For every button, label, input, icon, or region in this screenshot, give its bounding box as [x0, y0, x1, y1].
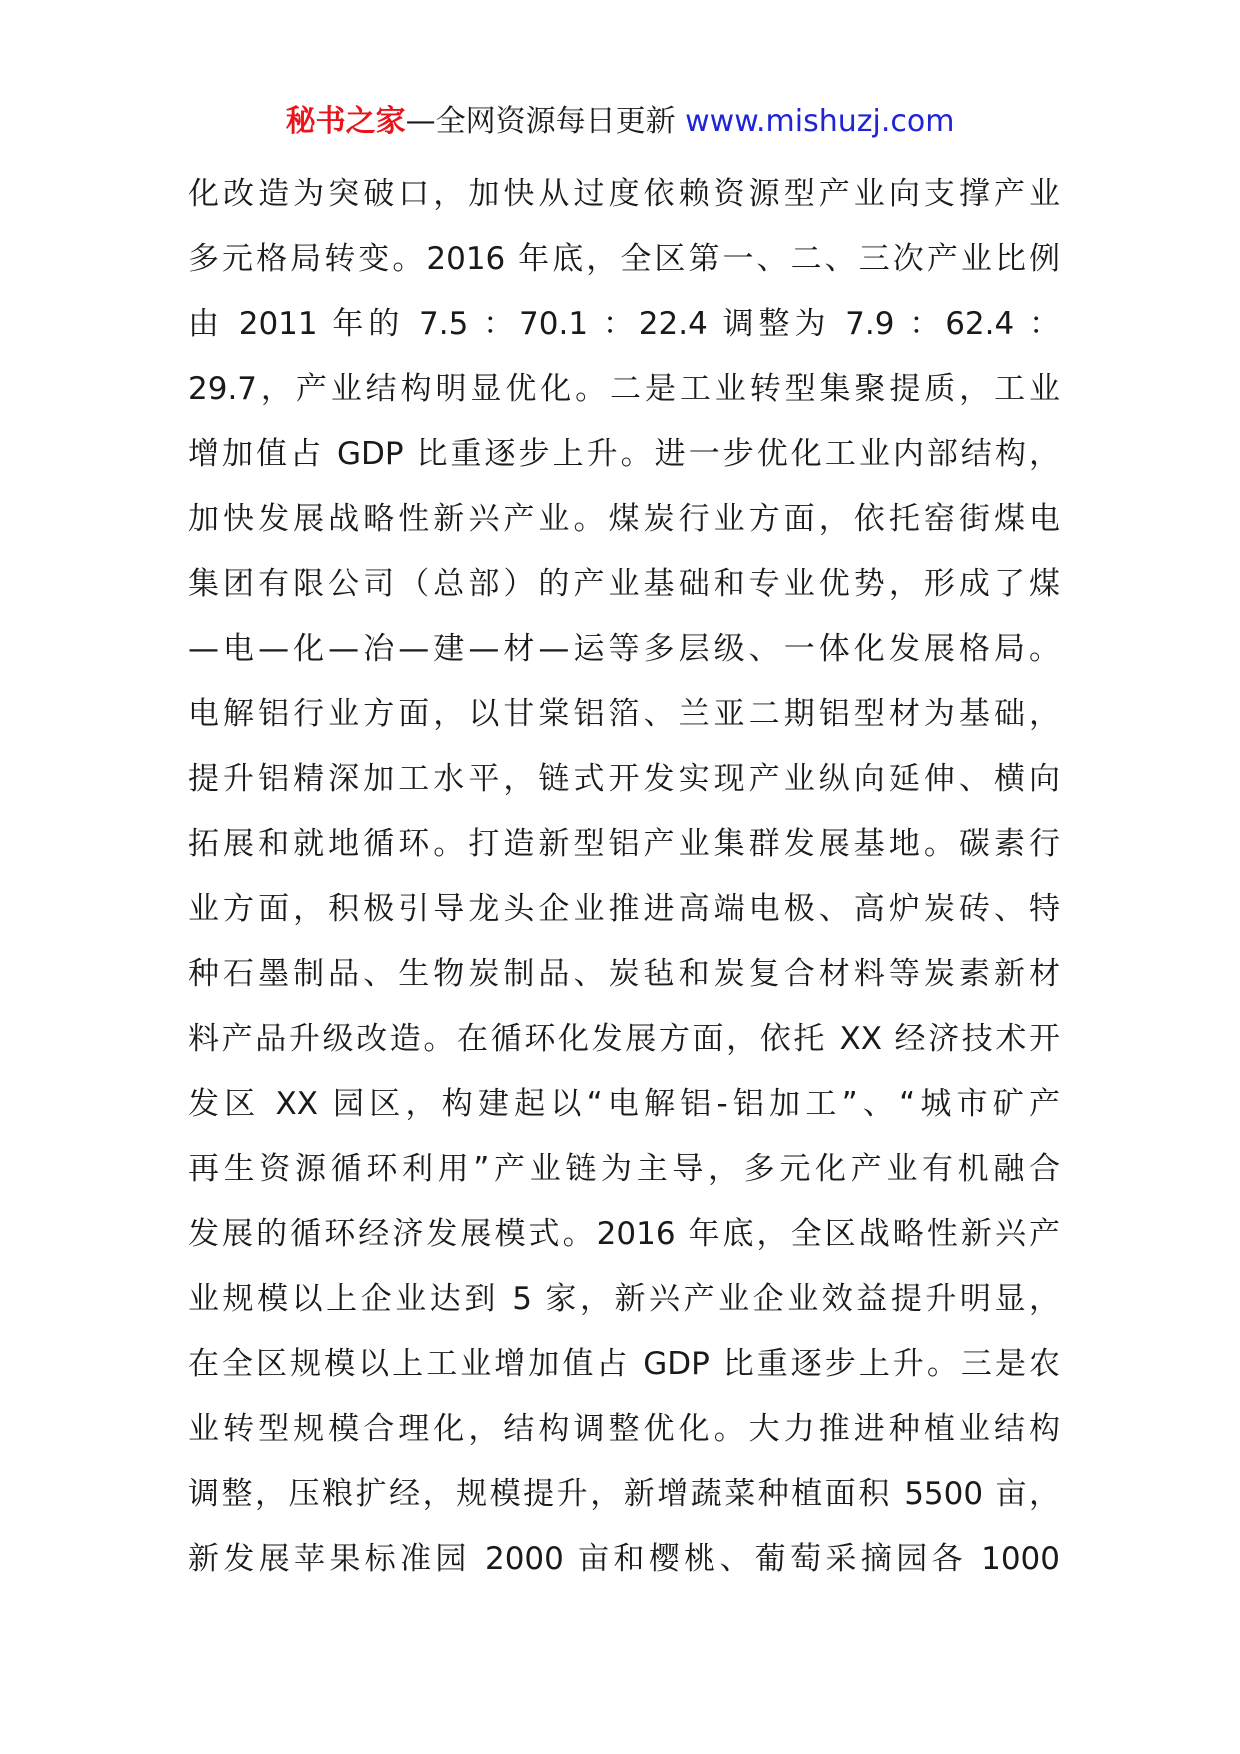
- text-line: 业规模以上企业达到 5 家，新兴产业企业效益提升明显，: [188, 1281, 1060, 1317]
- text-line: 种石墨制品、生物炭制品、炭毡和炭复合材料等炭素新材: [188, 956, 1060, 992]
- text-line: 发展的循环经济发展模式。2016 年底，全区战略性新兴产: [188, 1216, 1060, 1252]
- page-header: [0, 100, 1240, 144]
- text-line: 业转型规模合理化，结构调整优化。大力推进种植业结构: [188, 1411, 1060, 1447]
- text-line: 再生资源循环利用”产业链为主导，多元化产业有机融合: [188, 1151, 1060, 1187]
- text-line: 29.7，产业结构明显优化。二是工业转型集聚提质，工业: [188, 371, 1060, 407]
- site-url-link[interactable]: www.mishuzj.com: [685, 104, 955, 139]
- text-line: 增加值占 GDP 比重逐步上升。进一步优化工业内部结构，: [188, 436, 1060, 472]
- text-line: 业方面，积极引导龙头企业推进高端电极、高炉炭砖、特: [188, 891, 1060, 927]
- text-line: 由 2011 年的 7.5 ：70.1 ：22.4 调整为 7.9 ：62.4 ：: [188, 306, 1060, 342]
- text-line: 多元格局转变。2016 年底，全区第一、二、三次产业比例: [188, 241, 1060, 277]
- body-paragraph: [188, 162, 1060, 1592]
- header-tagline: —全网资源每日更新: [405, 104, 676, 139]
- text-line: 提升铝精深加工水平，链式开发实现产业纵向延伸、横向: [188, 761, 1060, 797]
- text-line: 发区 XX 园区，构建起以“电解铝-铝加工”、“城市矿产: [188, 1086, 1060, 1122]
- brand-name: 秘书之家: [285, 104, 406, 139]
- text-line: 料产品升级改造。在循环化发展方面，依托 XX 经济技术开: [188, 1021, 1060, 1057]
- text-line: 集团有限公司（总部）的产业基础和专业优势，形成了煤: [188, 566, 1060, 602]
- text-line: 调整，压粮扩经，规模提升，新增蔬菜种植面积 5500 亩，: [188, 1476, 1060, 1512]
- text-line: 新发展苹果标准园 2000 亩和樱桃、葡萄采摘园各 1000: [188, 1541, 1060, 1577]
- text-line: 拓展和就地循环。打造新型铝产业集群发展基地。碳素行: [188, 826, 1060, 862]
- text-line: 化改造为突破口，加快从过度依赖资源型产业向支撑产业: [188, 176, 1060, 212]
- text-line: 在全区规模以上工业增加值占 GDP 比重逐步上升。三是农: [188, 1346, 1060, 1382]
- text-line: 加快发展战略性新兴产业。煤炭行业方面，依托窑街煤电: [188, 501, 1060, 537]
- text-line: 电解铝行业方面，以甘棠铝箔、兰亚二期铝型材为基础，: [188, 696, 1060, 732]
- text-line: —电—化—冶—建—材—运等多层级、一体化发展格局。: [188, 631, 1060, 667]
